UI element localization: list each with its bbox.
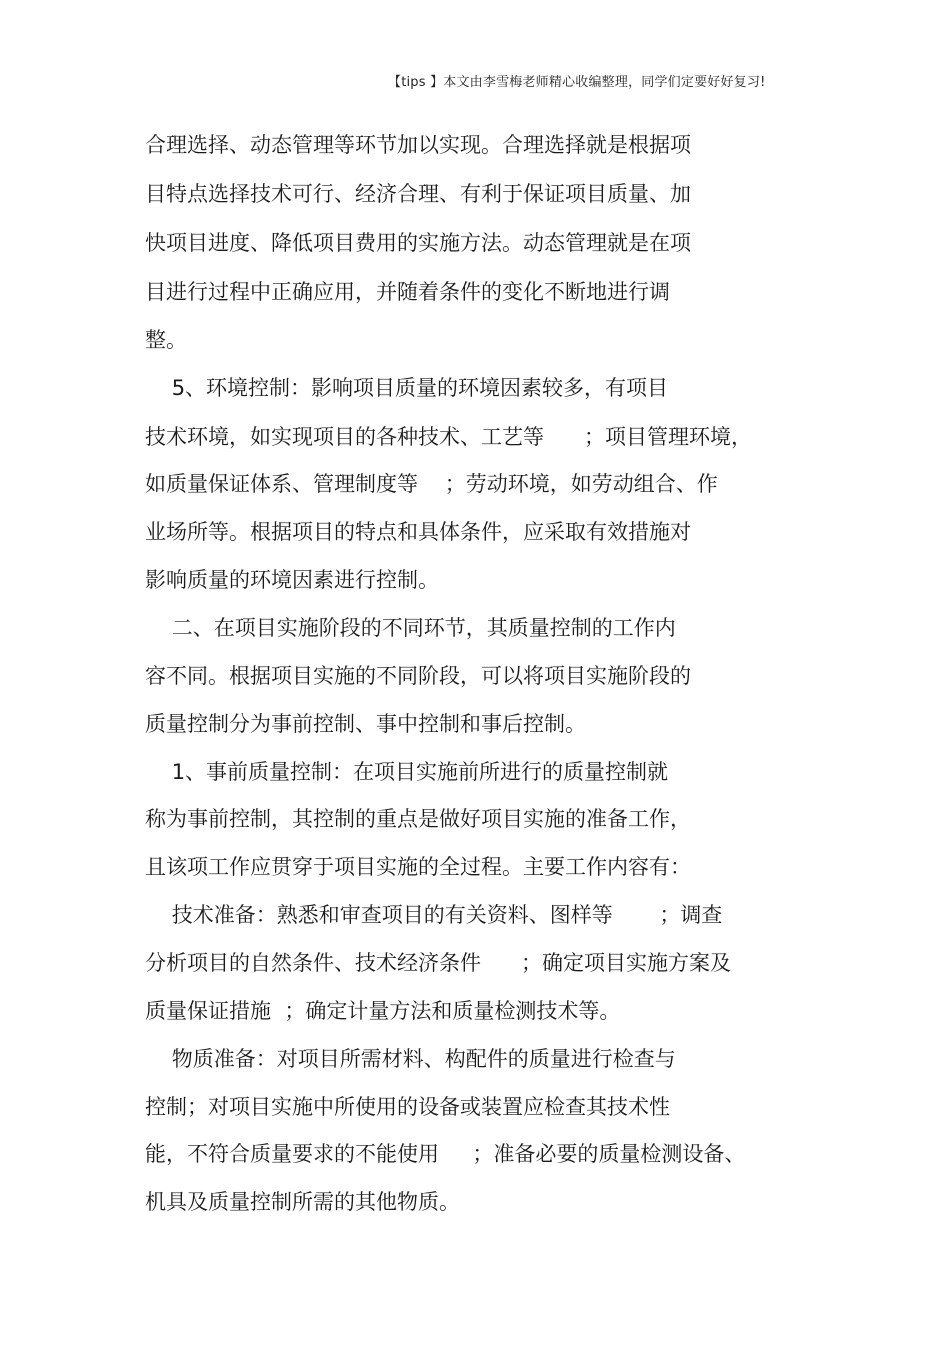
text-line: 业场所等。根据项目的特点和具体条件，应采取有效措施对 — [145, 520, 691, 544]
text-line: 质量保证措施 ；确定计量方法和质量检测技术等。 — [145, 999, 621, 1023]
text-line: 5、环境控制：影响项目质量的环境因素较多，有项目 — [145, 376, 669, 400]
text-line: 合理选择、动态管理等环节加以实现。合理选择就是根据项 — [145, 133, 691, 157]
text-line: 技术环境，如实现项目的各种技术、工艺等 ；项目管理环境， — [145, 425, 753, 449]
text-line: 整。 — [145, 328, 187, 352]
text-line: 技术准备：熟悉和审查项目的有关资料、图样等 ；调查 — [145, 903, 723, 927]
text-line: 称为事前控制，其控制的重点是做好项目实施的准备工作， — [145, 807, 691, 831]
text-line: 控制；对项目实施中所使用的设备或装置应检查其技术性 — [145, 1095, 670, 1119]
text-line: 1、事前质量控制：在项目实施前所进行的质量控制就 — [145, 760, 669, 784]
text-line: 机具及质量控制所需的其他物质。 — [145, 1190, 460, 1214]
text-line: 目进行过程中正确应用，并随着条件的变化不断地进行调 — [145, 280, 670, 304]
text-line: 二、在项目实施阶段的不同环节，其质量控制的工作内 — [145, 616, 676, 640]
text-line: 且该项工作应贯穿于项目实施的全过程。主要工作内容有： — [145, 855, 691, 879]
header-tip: 【tips 】本文由李雪梅老师精心收编整理，同学们定要好好复习! — [388, 75, 766, 90]
text-line: 能，不符合质量要求的不能使用 ；准备必要的质量检测设备、 — [145, 1142, 746, 1166]
text-line: 如质量保证体系、管理制度等 ；劳动环境，如劳动组合、作 — [145, 472, 718, 496]
text-line: 物质准备：对项目所需材料、构配件的质量进行检查与 — [145, 1047, 676, 1071]
text-line: 快项目进度、降低项目费用的实施方法。动态管理就是在项 — [145, 231, 691, 255]
text-line: 影响质量的环境因素进行控制。 — [145, 568, 439, 592]
text-line: 目特点选择技术可行、经济合理、有利于保证项目质量、加 — [145, 182, 691, 206]
text-line: 质量控制分为事前控制、事中控制和事后控制。 — [145, 712, 586, 736]
text-line: 分析项目的自然条件、技术经济条件 ；确定项目实施方案及 — [145, 951, 732, 975]
text-line: 容不同。根据项目实施的不同阶段，可以将项目实施阶段的 — [145, 664, 691, 688]
